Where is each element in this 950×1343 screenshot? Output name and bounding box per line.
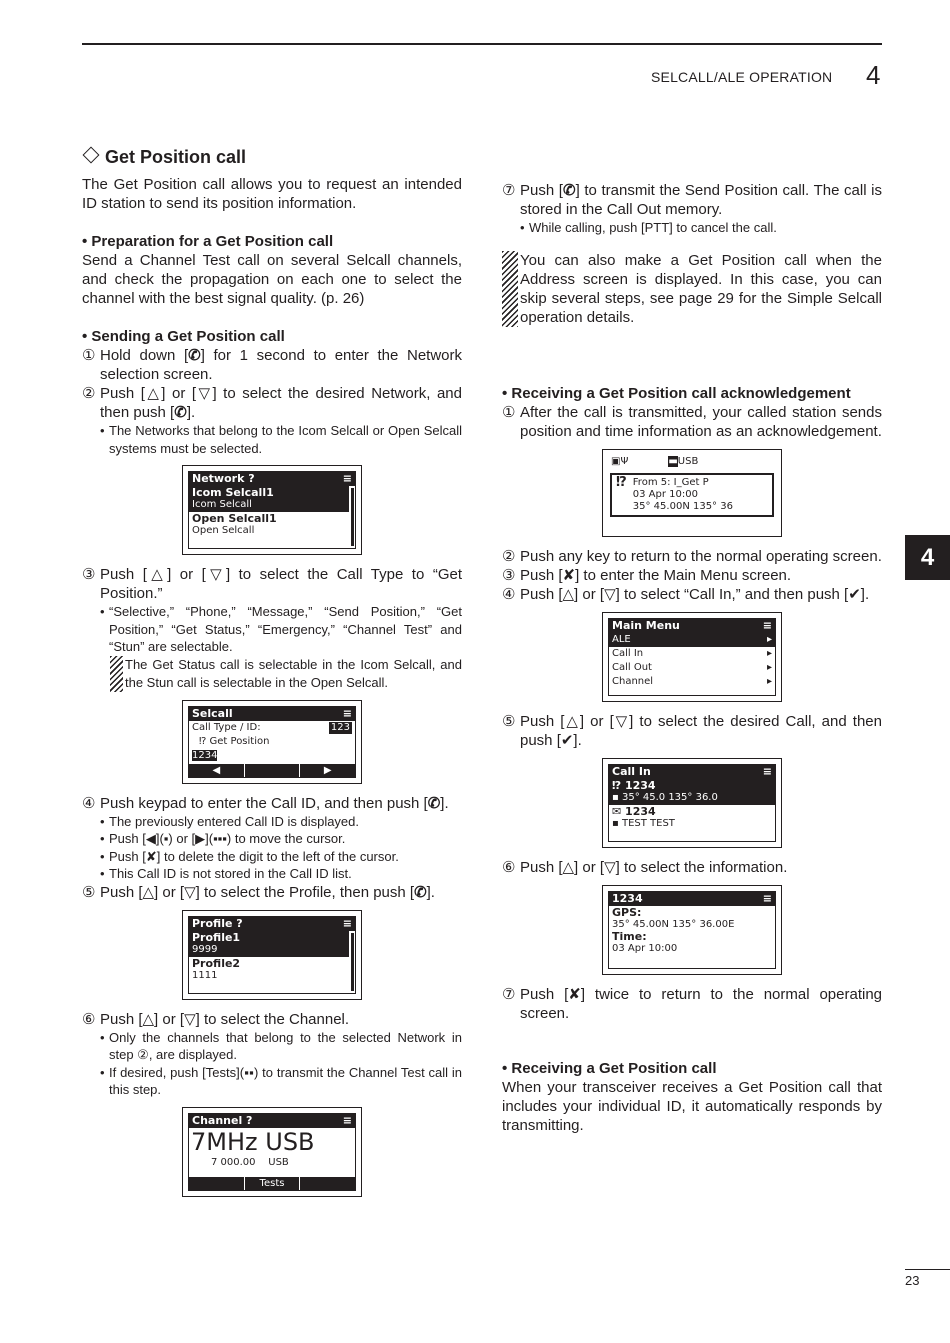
- left-column: [82, 148, 462, 1197]
- step-3: ③ Push [△] or [▽] to select the Call Type to “Get Position.”: [82, 566, 462, 602]
- call-key-icon: ✆: [427, 794, 441, 812]
- step-r7: ⑦ Push [✘] twice to return to the normal operating screen.: [502, 985, 882, 1022]
- lcd-channel: Channel ? ≡ 7MHz USB 7 000.00 USB Tests: [188, 1113, 356, 1191]
- note: • This Call ID is not stored in the Call ID list.: [100, 866, 352, 881]
- hatch-note: You can also make a Get Position call when the Address screen is displayed. In this case, you can skip several steps, see page 29 for the Simple Selcall operation details.: [502, 251, 882, 327]
- step-r5: ⑤ Push [△] or [▽] to select the desired Call, and then push [✔].: [502, 712, 882, 749]
- note: • Push [◀](▪) or [▶](▪▪▪) to move the cursor.: [100, 831, 346, 846]
- step-4: ④ Push keypad to enter the Call ID, and then push [✆].: [82, 794, 449, 812]
- scrollbar: [351, 488, 354, 546]
- recv-heading: • Receiving a Get Position call: [502, 1059, 717, 1077]
- step-7: ⑦ Push [✆] to transmit the Send Position call. The call is stored in the Call Out memory.: [502, 182, 882, 218]
- lcd-selcall-frame: [182, 700, 362, 784]
- step-6: ⑥ Push [△] or [▽] to select the Channel.: [82, 1010, 350, 1028]
- lcd-menu: Main Menu ≡ ALE ▸ Call In ▸ Call Out ▸ Channel ▸: [608, 618, 776, 696]
- lcd-ack: ▣Ψ ▬USB ⁉ From 5: I_Get P 03 Apr 10:00 35° 45.00N 135° 36: [608, 455, 776, 531]
- lcd-network: Network ? ≡ Icom Selcall1 Icom Selcall Open Selcall1 Open Selcall: [188, 471, 356, 549]
- lcd-menu-frame: [602, 612, 782, 702]
- lcd-callin-frame: [602, 758, 782, 848]
- lcd-profile-frame: [182, 910, 362, 1000]
- lcd-selcall: Selcall ≡ Call Type / ID: 123 ⁉ Get Position 1234 ◀ ▶: [188, 706, 356, 778]
- step-r2: ② Push any key to return to the normal operating screen.: [502, 547, 882, 565]
- chapter-tab: 4: [905, 535, 950, 580]
- note: • The previously entered Call ID is displayed.: [100, 813, 360, 829]
- call-key-icon: ✆: [188, 347, 201, 364]
- note: • Only the channels that belong to the selected Network in step ②, are displayed.: [100, 1029, 462, 1062]
- diamond-icon: [83, 147, 100, 164]
- recv-text: When your transceiver receives a Get Position call that includes your individual ID, it automatically responds by transmitting.: [502, 1078, 882, 1134]
- section-title: Get Position call: [82, 148, 462, 167]
- intro-text: The Get Position call allows you to request an intended ID station to send its position information.: [82, 176, 462, 212]
- lcd-callin: Call In ≡ ⁉ 1234 ▪ 35° 45.0 135° 36.0 ✉ 1234 ▪ TEST TEST: [608, 764, 776, 842]
- top-rule: [82, 43, 882, 45]
- step-1: ① Hold down [✆] for 1 second to enter the Network selection screen.: [82, 347, 462, 383]
- chapter-number: 4: [866, 60, 881, 90]
- call-key-icon: ✆: [414, 883, 427, 901]
- prep-text: Send a Channel Test call on several Selcall channels, and check the propagation on each one to select the channel with the best signal quality. (p. 26): [82, 252, 462, 307]
- note: • While calling, push [PTT] to cancel the call.: [520, 220, 777, 235]
- step-2: ② Push [△] or [▽] to select the desired Network, and then push [✆].: [82, 385, 462, 421]
- step-5: ⑤ Push [△] or [▽] to select the Profile, then push [✆].: [82, 883, 435, 901]
- call-key-icon: ✆: [174, 404, 187, 421]
- step-r6: ⑥ Push [△] or [▽] to select the information.: [502, 858, 788, 876]
- step-r1: ① After the call is transmitted, your called station sends position and time information as an acknowledgement.: [502, 403, 882, 440]
- section-header: SELCALL/ALE OPERATION: [651, 69, 833, 85]
- send-heading: • Sending a Get Position call: [82, 328, 285, 345]
- lcd-channel-frame: [182, 1107, 362, 1197]
- lcd-profile: Profile ? ≡ Profile1 9999 Profile2 1111: [188, 916, 356, 994]
- hatch-note: The Get Status call is selectable in the Icom Selcall, and the Stun call is selectable in the Open Selcall.: [82, 656, 462, 692]
- page-number: 23: [905, 1273, 920, 1288]
- call-key-icon: ✆: [562, 182, 576, 199]
- note: • The Networks that belong to the Icom Selcall or Open Selcall systems must be selected.: [100, 423, 462, 456]
- note: • Push [✘] to delete the digit to the left of the cursor.: [100, 848, 399, 864]
- step-r4: ④ Push [△] or [▽] to select “Call In,” and then push [✔].: [502, 585, 870, 603]
- scrollbar: [351, 933, 354, 991]
- lcd-info: 1234 ≡ GPS: 35° 45.00N 135° 36.00E Time: 03 Apr 10:00: [608, 891, 776, 969]
- step-r3: ③ Push [✘] to enter the Main Menu screen.: [502, 566, 792, 584]
- note: • If desired, push [Tests](▪▪) to transmit the Channel Test call in this step.: [100, 1064, 462, 1097]
- recv-ack-heading: • Receiving a Get Position call acknowledgement: [502, 384, 851, 402]
- lcd-network-frame: [182, 465, 362, 555]
- bottom-rule: [905, 1269, 950, 1270]
- right-column: [502, 181, 882, 1135]
- note: • “Selective,” “Phone,” “Message,” “Send Position,” “Get Position,” “Get Status,” “Emergency,” “Channel Test” and “Stun” are selectable.: [100, 604, 462, 654]
- prep-heading: • Preparation for a Get Position call: [82, 233, 334, 250]
- lcd-ack-frame: [602, 449, 782, 537]
- lcd-info-frame: [602, 885, 782, 975]
